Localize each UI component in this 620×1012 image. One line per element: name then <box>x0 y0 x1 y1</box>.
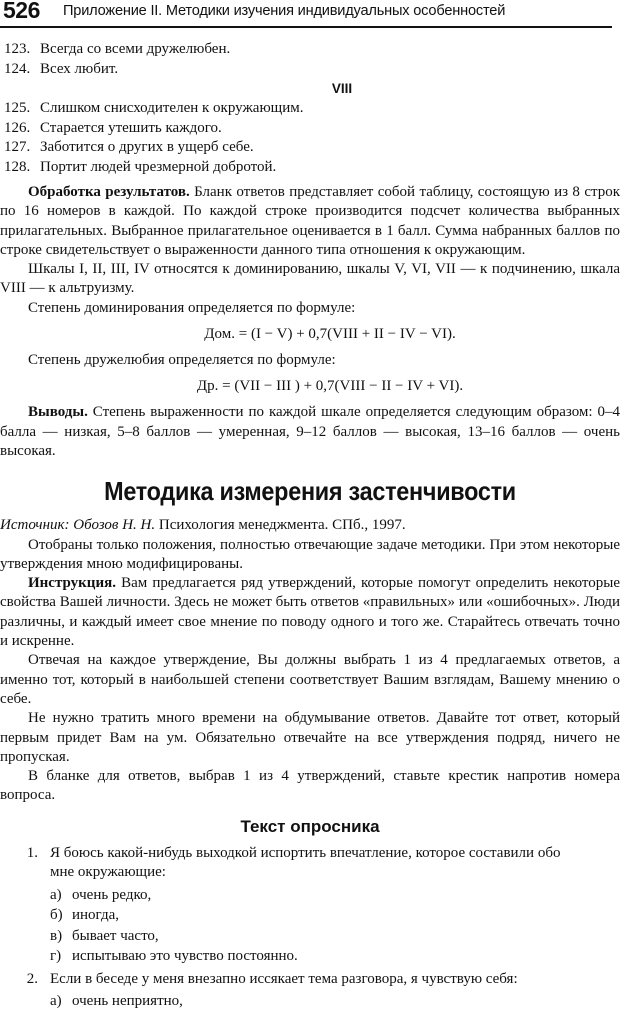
source-label: Источник: <box>0 517 70 534</box>
option-letter: а) <box>50 886 62 903</box>
item-text: Заботится о других в ущерб себе. <box>40 139 254 155</box>
item-text: Всегда со всеми дружелюбен. <box>40 41 231 57</box>
conclusions-paragraph <box>0 403 620 461</box>
selected-paragraph: Отобраны только положения, полностью отвечающие задаче методики. При этом некоторые утверждения мною модифицированы. <box>0 536 620 572</box>
processing-paragraph <box>0 183 620 260</box>
item-number: 126. <box>4 119 31 136</box>
page-content <box>0 40 620 1012</box>
conclusions-text: Степень выраженности по каждой шкале определяется следующим образом: 0–4 балла — низкая, 5–8 баллов — умеренная, 9–12 баллов — высокая, 13–16 баллов — очень высокая. <box>0 404 620 459</box>
running-header-title: Приложение II. Методики изучения индивидуальных особенностей <box>63 3 506 19</box>
dominance-formula: Дом. = (I − V) + 0,7(VIII + II − IV − VI). <box>204 326 456 343</box>
list-item <box>0 99 620 119</box>
list-item <box>0 138 620 158</box>
question <box>0 970 620 990</box>
item-number: 125. <box>4 100 31 116</box>
time-paragraph: Не нужно тратить много времени на обдумывание ответов. Давайте тот ответ, который первым придет Вам на ум. Обязательно отвечайте на все утверждения подряд, ничего не пропуская. <box>0 710 620 765</box>
friendliness-formula: Др. = (VII − III ) + 0,7(VIII − II − IV + VI). <box>196 378 464 395</box>
item-number: 123. <box>4 41 31 57</box>
source-line <box>0 516 620 535</box>
option-text: очень неприятно, <box>72 993 183 1010</box>
question-text: Если в беседе у меня внезапно иссякает тема разговора, я чувствую себя: <box>50 970 518 987</box>
instruction-paragraph <box>0 574 620 651</box>
option-text: бывает часто, <box>72 927 159 944</box>
answer-option <box>0 906 620 926</box>
answer-option <box>0 947 620 967</box>
instruction-text: Вам предлагается ряд утверждений, которые помогут определить некоторые свойства Вашей личности. Здесь не может быть ответов «правильных» или «ошибочных». Люди различны, и каждый имеет свое мнение по поводу одного и того же. Старайтесь отвечать точно и искренне. <box>0 575 620 650</box>
source-author: Обозов Н. Н. <box>69 517 156 534</box>
question <box>0 844 620 883</box>
scale-section-heading: VIII <box>331 81 353 96</box>
question-number: 1. <box>26 844 38 861</box>
item-number: 128. <box>4 158 31 175</box>
form-paragraph: В бланке для ответов, выбрав 1 из 4 утверждений, ставьте крестик напротив номера вопроса. <box>0 768 620 804</box>
item-number: 127. <box>4 139 31 155</box>
instruction-label: Инструкция. <box>28 575 116 592</box>
item-number: 124. <box>4 60 31 77</box>
option-letter: г) <box>50 948 62 965</box>
option-letter: а) <box>50 993 62 1010</box>
page-number: 526 <box>3 0 40 23</box>
processing-text: Бланк ответов представляет собой таблицу, состоящую из 8 строк по 16 номеров в каждой. По каждой строке производится подсчет количества выбранных прилагательных. Выбранное прилагательное оценивается в 1 балл. Сумма набранных баллов по строке свидетельствует о выраженности данного типа отношения к окружающим. <box>0 184 620 258</box>
item-text: Портит людей чрезмерной добротой. <box>40 158 277 175</box>
item-text: Старается утешить каждого. <box>40 119 222 136</box>
questionnaire-title: Текст опросника <box>240 816 380 836</box>
option-text: очень редко, <box>72 886 152 903</box>
answer-options <box>0 886 620 967</box>
option-letter: б) <box>50 907 63 924</box>
option-text: иногда, <box>72 907 119 924</box>
answer-option <box>0 927 620 947</box>
list-item <box>0 158 620 178</box>
list-item <box>0 60 620 80</box>
list-item <box>0 40 620 60</box>
answer-option <box>0 886 620 906</box>
list-item <box>0 119 620 139</box>
answer-paragraph: Отвечая на каждое утверждение, Вы должны выбрать 1 из 4 предлагаемых ответов, а именно тот, который в наибольшей степени соответствует Вашим взглядам, Вашему мнению о себе. <box>0 652 620 707</box>
processing-label: Обработка результатов. <box>28 184 190 200</box>
option-letter: в) <box>50 927 63 944</box>
dominance-intro: Степень доминирования определяется по формуле: <box>28 299 356 316</box>
friendliness-intro: Степень дружелюбия определяется по формуле: <box>28 352 336 369</box>
question-text: Я боюсь какой-нибудь выходкой испортить впечатление, которое составили обо мне окружающие: <box>50 844 561 881</box>
conclusions-label: Выводы. <box>28 404 88 421</box>
source-rest: Психология менеджмента. СПб., 1997. <box>155 517 406 534</box>
answer-option <box>0 992 620 1012</box>
question-number: 2. <box>26 970 38 987</box>
answer-options <box>0 992 620 1012</box>
scales-paragraph: Шкалы I, II, III, IV относятся к доминированию, шкалы V, VI, VII — к подчинению, шкала VIII — к альтруизму. <box>0 261 620 297</box>
running-header <box>0 0 612 28</box>
item-text: Слишком снисходителен к окружающим. <box>40 100 304 116</box>
method-title: Методика измерения застенчивости <box>104 476 516 507</box>
item-text: Всех любит. <box>40 60 119 77</box>
option-text: испытываю это чувство постоянно. <box>72 948 298 965</box>
